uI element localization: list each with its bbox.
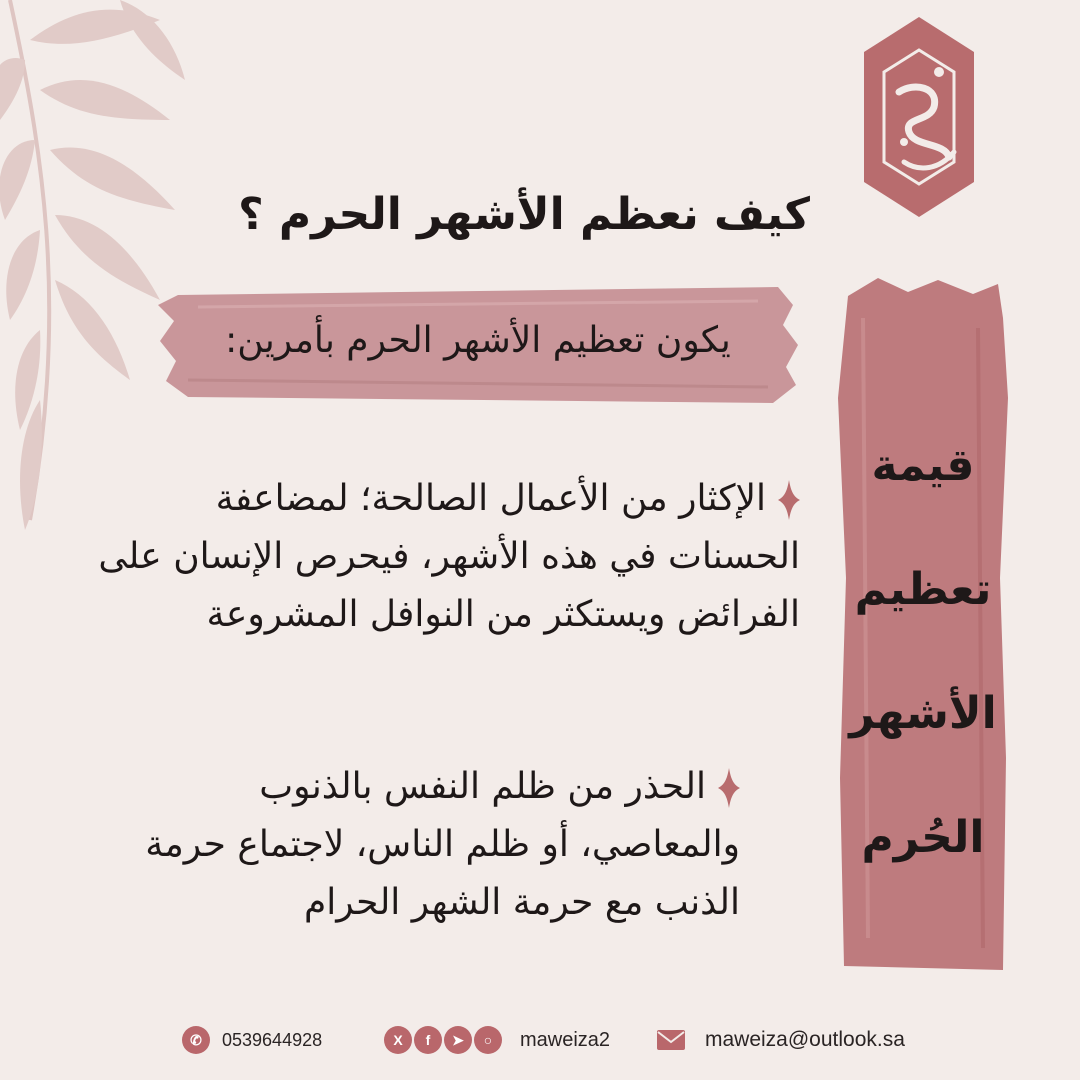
diamond-bullet-icon: [718, 768, 740, 808]
point-1: [40, 470, 800, 644]
telegram-icon[interactable]: ➤: [444, 1026, 472, 1054]
diamond-bullet-icon: [778, 480, 800, 520]
point-1-line-1: الإكثار من الأعمال الصالحة؛ لمضاعفة: [40, 470, 800, 528]
side-title: [838, 404, 1008, 900]
point-2-line-1: الحذر من ظلم النفس بالذنوب: [40, 758, 740, 816]
page-title: كيف نعظم الأشهر الحرم ؟: [238, 189, 810, 240]
subtitle-banner: [158, 285, 798, 405]
side-title-line: الأشهر: [849, 688, 997, 739]
email-address: maweiza@outlook.sa: [705, 1028, 905, 1051]
x-icon[interactable]: X: [384, 1026, 412, 1054]
phone-contact[interactable]: [182, 1022, 322, 1058]
brand-logo: [844, 12, 994, 222]
facebook-icon[interactable]: f: [414, 1026, 442, 1054]
point-1-line-3: الفرائض ويستكثر من النوافل المشروعة: [206, 594, 800, 635]
social-handle: maweiza2: [520, 1028, 611, 1051]
point-1-line-2: الحسنات في هذه الأشهر، فيحرص الإنسان على: [98, 536, 800, 577]
point-2: [40, 758, 740, 932]
instagram-icon[interactable]: ○: [474, 1026, 502, 1054]
side-title-line: الحُرم: [861, 812, 985, 863]
envelope-icon: [657, 1030, 685, 1050]
social-icons: [384, 1026, 504, 1054]
side-title-line: تعظيم: [854, 564, 992, 615]
side-title-bar: [838, 278, 1008, 970]
email-contact[interactable]: [657, 1022, 905, 1058]
phone-number: 0539644928: [222, 1029, 323, 1050]
social-contact[interactable]: [384, 1022, 610, 1058]
phone-icon: ✆: [182, 1026, 210, 1054]
point-2-line-3: الذنب مع حرمة الشهر الحرام: [303, 882, 740, 923]
point-2-line-2: والمعاصي، أو ظلم الناس، لاجتماع حرمة: [145, 824, 740, 865]
contact-footer: [0, 1022, 1080, 1062]
side-title-line: قيمة: [871, 440, 975, 491]
subtitle-text: يكون تعظيم الأشهر الحرم بأمرين:: [225, 320, 731, 361]
